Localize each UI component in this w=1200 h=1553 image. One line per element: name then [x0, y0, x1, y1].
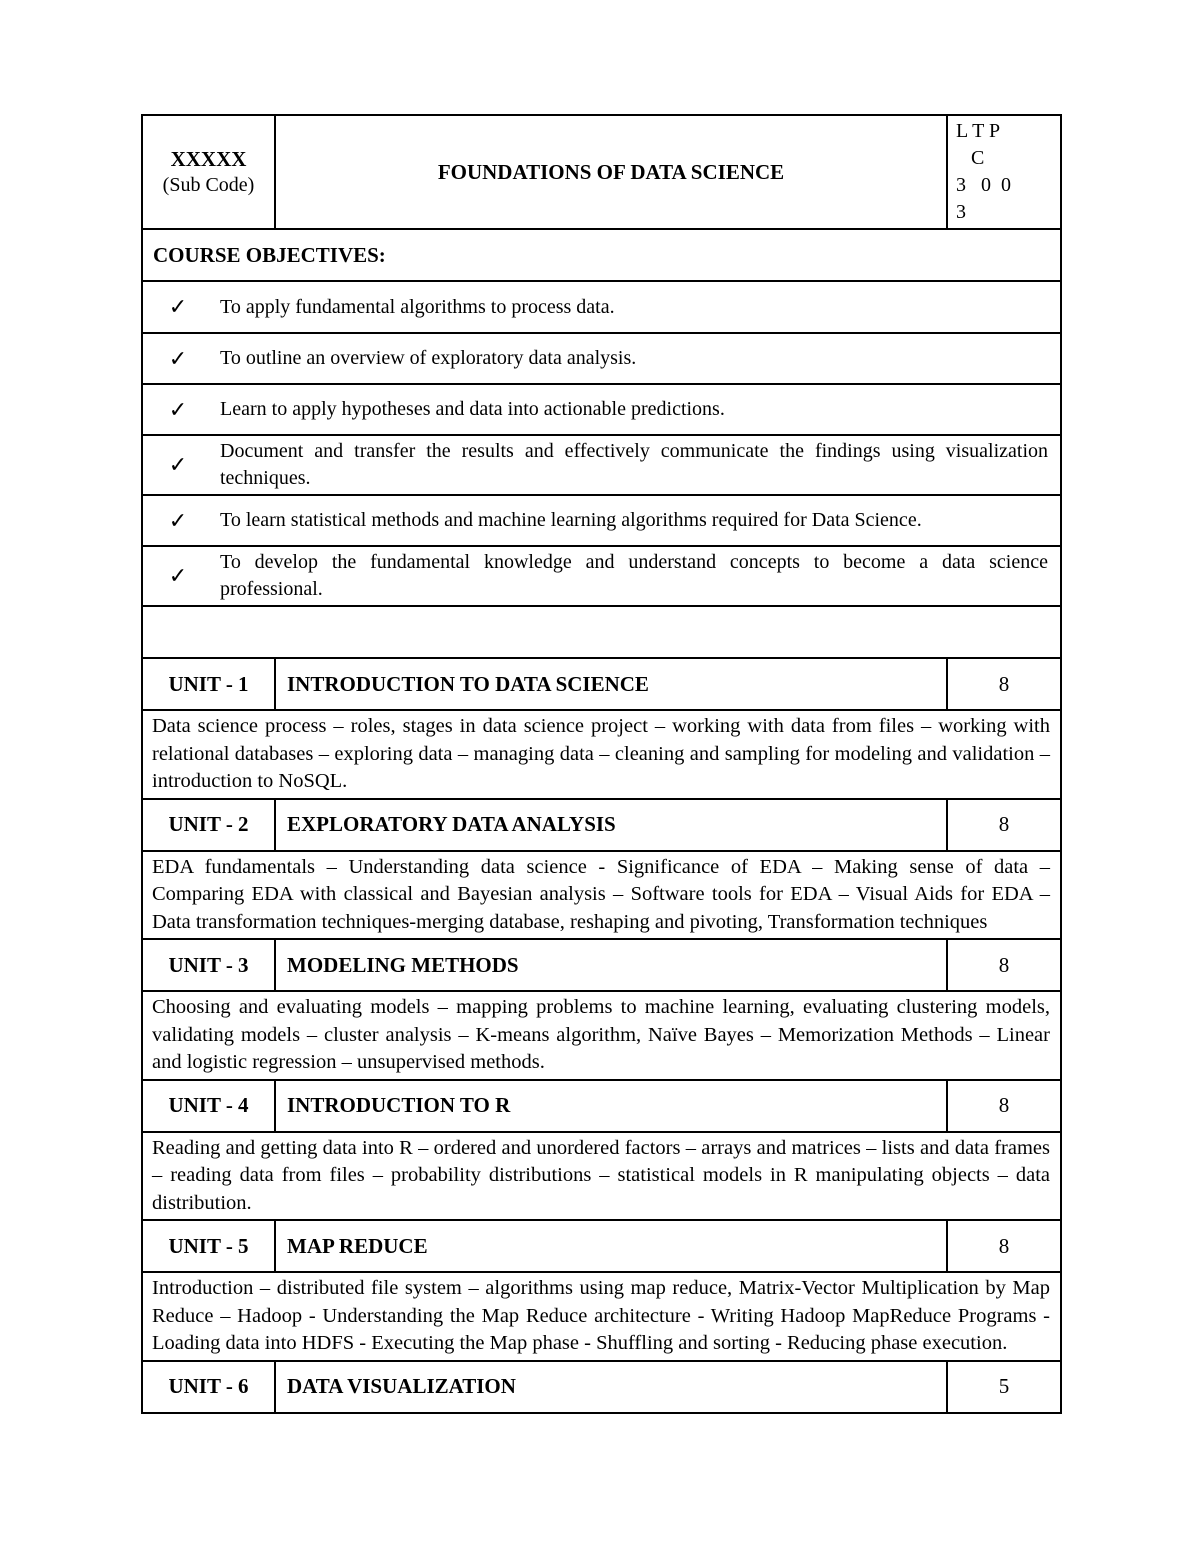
- subject-code-cell: [142, 115, 275, 229]
- unit-title: EXPLORATORY DATA ANALYSIS: [275, 799, 947, 851]
- objective-row: [143, 435, 1060, 495]
- subject-code: XXXXX: [170, 147, 247, 171]
- unit-header-row: [142, 939, 1061, 991]
- objective-row: [143, 282, 1060, 333]
- unit-header-row: [142, 1080, 1061, 1132]
- unit-header-row: [142, 1220, 1061, 1272]
- unit-title: MODELING METHODS: [275, 939, 947, 991]
- unit-title: INTRODUCTION TO R: [275, 1080, 947, 1132]
- ltpc-labels: L T P C: [956, 120, 1001, 169]
- objective-text: To apply fundamental algorithms to process data.: [220, 295, 615, 318]
- unit-number: UNIT - 2: [142, 799, 275, 851]
- objectives-list-row: [142, 281, 1061, 606]
- course-title: FOUNDATIONS OF DATA SCIENCE: [275, 115, 947, 229]
- unit-content-row: [142, 1272, 1061, 1361]
- objective-text: Document and transfer the results and effectively communicate the findings using visualization techniques.: [220, 440, 1048, 489]
- unit-header-row: [142, 658, 1061, 710]
- objective-row: [143, 384, 1060, 435]
- unit-content-row: [142, 991, 1061, 1080]
- checkmark-icon: ✓: [168, 294, 188, 319]
- unit-content-row: [142, 710, 1061, 799]
- unit-content: Reading and getting data into R – ordered and unordered factors – arrays and matrices – lists and data frames – reading data from files – probability distributions – statistical models in R manipulating objects – data distribution.: [142, 1132, 1061, 1221]
- unit-number: UNIT - 5: [142, 1220, 275, 1272]
- checkmark-icon: ✓: [168, 507, 188, 533]
- blank-row: [142, 606, 1061, 658]
- unit-number: UNIT - 3: [142, 939, 275, 991]
- objective-text: To learn statistical methods and machine learning algorithms required for Data Science.: [220, 509, 922, 531]
- objective-text: Learn to apply hypotheses and data into actionable predictions.: [220, 398, 725, 420]
- unit-content: Introduction – distributed file system – algorithms using map reduce, Matrix-Vector Multiplication by Map Reduce – Hadoop - Understanding the Map Reduce architecture - Writing Hadoop MapReduce Programs - Loading data into HDFS - Executing the Map phase - Shuffling and sorting - Reducing phase execution.: [142, 1272, 1061, 1361]
- objectives-heading-row: [142, 229, 1061, 281]
- unit-title: MAP REDUCE: [275, 1220, 947, 1272]
- ltpc-cell: [947, 115, 1061, 229]
- objectives-heading: COURSE OBJECTIVES:: [142, 229, 1061, 281]
- checkmark-icon: ✓: [168, 563, 188, 588]
- objective-row: [143, 333, 1060, 384]
- unit-content: Choosing and evaluating models – mapping problems to machine learning, evaluating clustering models, validating models – cluster analysis – K-means algorithm, Naïve Bayes – Memorization Methods – Linear and logistic regression – unsupervised methods.: [142, 991, 1061, 1080]
- objective-row: [143, 546, 1060, 605]
- unit-title: DATA VISUALIZATION: [275, 1361, 947, 1413]
- unit-hours: 8: [947, 799, 1061, 851]
- syllabus-table: [141, 114, 1062, 1414]
- checkmark-icon: ✓: [168, 345, 188, 371]
- checkmark-icon: ✓: [168, 396, 188, 422]
- unit-content-row: [142, 1132, 1061, 1221]
- unit-title: INTRODUCTION TO DATA SCIENCE: [275, 658, 947, 710]
- unit-header-row: [142, 799, 1061, 851]
- checkmark-icon: ✓: [168, 452, 188, 477]
- unit-hours: 8: [947, 939, 1061, 991]
- unit-hours: 8: [947, 1080, 1061, 1132]
- objective-text: To outline an overview of exploratory data analysis.: [220, 347, 637, 369]
- unit-content: EDA fundamentals – Understanding data science - Significance of EDA – Making sense of data – Comparing EDA with classical and Bayesian analysis – Software tools for EDA – Visual Aids for EDA – Data transformation techniques-merging database, reshaping and pivoting, Transformation techniques: [142, 851, 1061, 940]
- objective-text: To develop the fundamental knowledge and understand concepts to become a data science professional.: [220, 551, 1048, 600]
- unit-hours: 8: [947, 1220, 1061, 1272]
- unit-hours: 5: [947, 1361, 1061, 1413]
- unit-content-row: [142, 851, 1061, 940]
- unit-hours: 8: [947, 658, 1061, 710]
- unit-number: UNIT - 1: [142, 658, 275, 710]
- blank-cell: [142, 606, 1061, 658]
- unit-header-row: [142, 1361, 1061, 1413]
- unit-content: Data science process – roles, stages in data science project – working with data from files – working with relational databases – exploring data – managing data – cleaning and sampling for modeling and validation – introduction to NoSQL.: [142, 710, 1061, 799]
- course-header-row: [142, 115, 1061, 229]
- subject-code-caption: (Sub Code): [162, 174, 255, 196]
- unit-number: UNIT - 4: [142, 1080, 275, 1132]
- objectives-list: [143, 282, 1060, 605]
- ltpc-values: 3 0 0 3: [956, 174, 1011, 223]
- unit-number: UNIT - 6: [142, 1361, 275, 1413]
- objective-row: [143, 495, 1060, 546]
